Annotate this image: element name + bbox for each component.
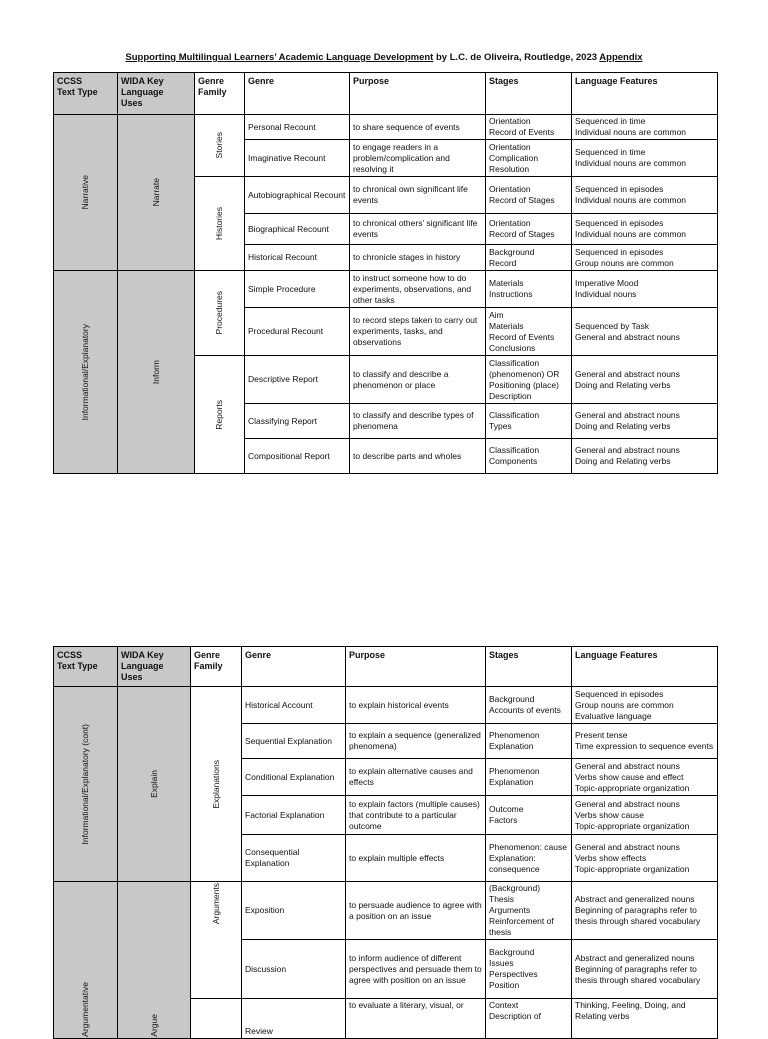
text-type-label: Narrative [80, 175, 90, 210]
table-header-row [54, 73, 718, 115]
header-genre-family: Genre Family [191, 647, 242, 687]
key-use-cell [118, 882, 191, 1039]
genre-table-1 [53, 72, 718, 474]
genre-family-cell [195, 356, 245, 474]
purpose-cell: to persuade audience to agree with a position on an issue [346, 882, 486, 940]
genre-family-label: Histories [214, 206, 224, 241]
table-row [54, 882, 718, 940]
genre-cell: Exposition [242, 882, 346, 940]
header-ccss-text-type: CCSS Text Type [54, 73, 118, 115]
features-cell: Present tense Time expression to sequence events [572, 724, 718, 759]
header-ccss-text-type: CCSS Text Type [54, 647, 118, 687]
genre-family-label: Stories [214, 132, 224, 159]
book-author: by L.C. de Oliveira, Routledge, 2023 [433, 52, 600, 63]
genre-cell: Discussion [242, 940, 346, 999]
features-cell: Sequenced in episodes Group nouns are common Evaluative language [572, 687, 718, 724]
purpose-cell: to chronical own significant life events [350, 177, 486, 214]
genre-cell: Procedural Recount [245, 308, 350, 356]
purpose-cell: to record steps taken to carry out experiments, tasks, and observations [350, 308, 486, 356]
features-cell: General and abstract nouns Doing and Relating verbs [572, 439, 718, 474]
book-title: Supporting Multilingual Learners’ Academic Language Development [125, 52, 434, 63]
text-type-cell [54, 882, 118, 1039]
purpose-cell: to engage readers in a problem/complication and resolving it [350, 140, 486, 177]
key-use-label: Inform [150, 359, 161, 385]
purpose-cell: to chronicle stages in history [350, 245, 486, 271]
genre-cell: Imaginative Recount [245, 140, 350, 177]
header-genre: Genre [242, 647, 346, 687]
features-cell: Sequenced in time Individual nouns are common [572, 140, 718, 177]
purpose-cell: to chronical others’ significant life events [350, 214, 486, 245]
purpose-cell: to describe parts and wholes [350, 439, 486, 474]
header-genre-family: Genre Family [195, 73, 245, 115]
stages-cell: Classification (phenomenon) OR Positioning (place) Description [486, 356, 572, 404]
features-cell: Imperative Mood Individual nouns [572, 271, 718, 308]
stages-cell: Orientation Record of Stages [486, 214, 572, 245]
genre-cell: Autobiographical Recount [245, 177, 350, 214]
header-language-features: Language Features [572, 73, 718, 115]
stages-cell: (Background) Thesis Arguments Reinforcement of thesis [486, 882, 572, 940]
features-cell: Abstract and generalized nouns Beginning of paragraphs refer to thesis through shared vocabulary [572, 882, 718, 940]
purpose-cell: to instruct someone how to do experiments, observations, and other tasks [350, 271, 486, 308]
stages-cell: Classification Types [486, 404, 572, 439]
features-cell: Sequenced in time Individual nouns are common [572, 115, 718, 140]
purpose-cell: to explain a sequence (generalized phenomena) [346, 724, 486, 759]
stages-cell: Background Accounts of events [486, 687, 572, 724]
key-use-cell [118, 687, 191, 882]
genre-cell: Historical Account [242, 687, 346, 724]
features-cell: Sequenced in episodes Individual nouns are common [572, 214, 718, 245]
header-stages: Stages [486, 73, 572, 115]
header-stages: Stages [486, 647, 572, 687]
features-cell: General and abstract nouns Verbs show effects Topic-appropriate organization [572, 835, 718, 882]
purpose-cell: to explain alternative causes and effects [346, 759, 486, 796]
genre-family-cell [191, 882, 242, 999]
key-use-label: Narrate [150, 178, 161, 207]
header-wida-key-uses: WIDA Key Language Uses [118, 73, 195, 115]
genre-family-cell [195, 177, 245, 271]
stages-cell: Orientation Complication Resolution [486, 140, 572, 177]
table-row [54, 687, 718, 724]
stages-cell: Outcome Factors [486, 796, 572, 835]
key-use-label: Argue [148, 1014, 159, 1037]
stages-cell: Phenomenon Explanation [486, 724, 572, 759]
genre-cell: Historical Recount [245, 245, 350, 271]
features-cell: Abstract and generalized nouns Beginning of paragraphs refer to thesis through shared vocabulary [572, 940, 718, 999]
text-type-label: Informational/Explanatory (cont) [80, 723, 90, 845]
genre-cell: Review [242, 999, 346, 1039]
table-row [54, 115, 718, 140]
stages-cell: Orientation Record of Stages [486, 177, 572, 214]
stages-cell: Classification Components [486, 439, 572, 474]
purpose-cell: to inform audience of different perspectives and persuade them to agree with position on an issue [346, 940, 486, 999]
key-use-cell [118, 115, 195, 271]
genre-cell: Classifying Report [245, 404, 350, 439]
table-header-row [54, 647, 718, 687]
features-cell: Sequenced by Task General and abstract nouns [572, 308, 718, 356]
features-cell: General and abstract nouns Verbs show cause and effect Topic-appropriate organization [572, 759, 718, 796]
stages-cell: Context Description of [486, 999, 572, 1039]
header-genre: Genre [245, 73, 350, 115]
stages-cell: Phenomenon: cause Explanation: consequence [486, 835, 572, 882]
features-cell: Sequenced in episodes Individual nouns are common [572, 177, 718, 214]
stages-cell: Background Issues Perspectives Position [486, 940, 572, 999]
text-type-cell [54, 115, 118, 271]
header-purpose: Purpose [346, 647, 486, 687]
purpose-cell: to evaluate a literary, visual, or [346, 999, 486, 1039]
stages-cell: Orientation Record of Events [486, 115, 572, 140]
genre-cell: Descriptive Report [245, 356, 350, 404]
genre-family-label: Explanations [210, 759, 221, 809]
genre-cell: Conditional Explanation [242, 759, 346, 796]
genre-family-cell [191, 687, 242, 882]
features-cell: General and abstract nouns Doing and Relating verbs [572, 404, 718, 439]
text-type-label: Informational/Explanatory [80, 323, 90, 421]
purpose-cell: to explain factors (multiple causes) that contribute to a particular outcome [346, 796, 486, 835]
genre-cell: Personal Recount [245, 115, 350, 140]
genre-family-cell [195, 271, 245, 356]
header-wida-key-uses: WIDA Key Language Uses [118, 647, 191, 687]
text-type-cell [54, 687, 118, 882]
genre-cell: Compositional Report [245, 439, 350, 474]
genre-family-cell [195, 115, 245, 177]
purpose-cell: to classify and describe a phenomenon or place [350, 356, 486, 404]
genre-cell: Consequential Explanation [242, 835, 346, 882]
stages-cell: Aim Materials Record of Events Conclusions [486, 308, 572, 356]
features-cell: General and abstract nouns Doing and Relating verbs [572, 356, 718, 404]
features-cell: Sequenced in episodes Group nouns are common [572, 245, 718, 271]
appendix-label: Appendix [599, 52, 643, 63]
genre-family-label: Procedures [214, 291, 224, 335]
purpose-cell: to classify and describe types of phenomena [350, 404, 486, 439]
stages-cell: Background Record [486, 245, 572, 271]
genre-family-label: Reports [214, 399, 224, 430]
genre-family-cell [191, 999, 242, 1039]
document-title [0, 52, 768, 63]
header-language-features: Language Features [572, 647, 718, 687]
text-type-cell [54, 271, 118, 474]
genre-cell: Biographical Recount [245, 214, 350, 245]
features-cell: General and abstract nouns Verbs show cause Topic-appropriate organization [572, 796, 718, 835]
table-row [54, 271, 718, 308]
features-cell: Thinking, Feeling, Doing, and Relating verbs [572, 999, 718, 1039]
text-type-label: Argumentative [80, 982, 90, 1037]
purpose-cell: to share sequence of events [350, 115, 486, 140]
genre-cell: Simple Procedure [245, 271, 350, 308]
key-use-cell [118, 271, 195, 474]
genre-cell: Factorial Explanation [242, 796, 346, 835]
stages-cell: Materials Instructions [486, 271, 572, 308]
genre-cell: Sequential Explanation [242, 724, 346, 759]
purpose-cell: to explain historical events [346, 687, 486, 724]
header-purpose: Purpose [350, 73, 486, 115]
purpose-cell: to explain multiple effects [346, 835, 486, 882]
genre-family-label: Arguments [210, 883, 221, 925]
stages-cell: Phenomenon Explanation [486, 759, 572, 796]
genre-table-2 [53, 646, 718, 1039]
key-use-label: Explain [148, 770, 159, 798]
